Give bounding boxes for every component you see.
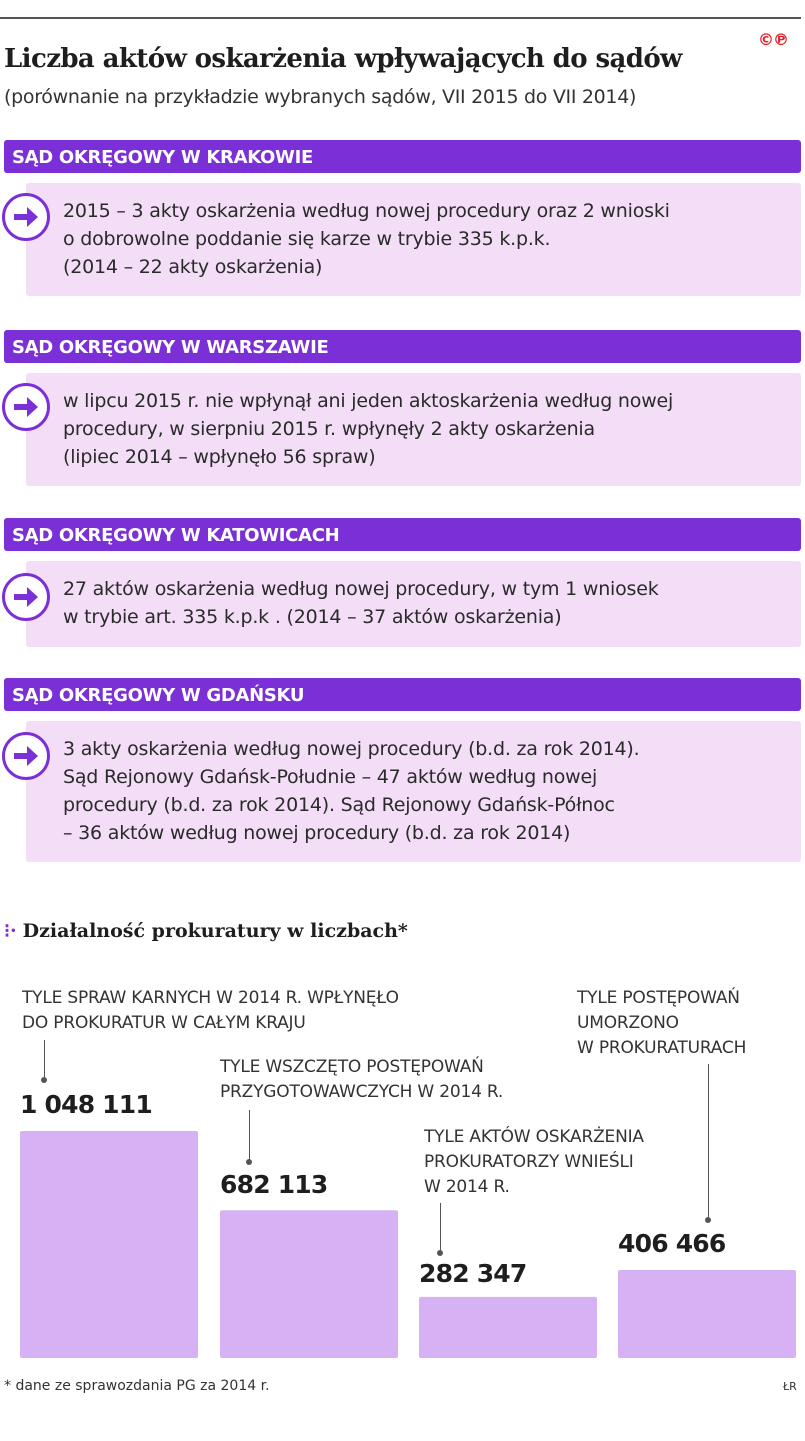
court-line: – 36 aktów według nowej procedury (b.d. za rok 2014) (63, 822, 571, 844)
stat-label-line: TYLE POSTĘPOWAŃ (577, 988, 740, 1008)
court-line: (2014 – 22 akty oskarżenia) (63, 256, 323, 278)
court-line: procedury (b.d. za rok 2014). Sąd Rejonowy Gdańsk-Północ (63, 794, 615, 816)
court-line: w trybie art. 335 k.p.k . (2014 – 37 aktów oskarżenia) (63, 606, 562, 628)
publisher-logo: ©℗ (758, 30, 788, 49)
section-marker-icon: ⁝· (4, 920, 17, 942)
stat-label-line: PRZYGOTOWAWCZYCH W 2014 R. (220, 1082, 504, 1102)
stat-label-line: TYLE WSZCZĘTO POSTĘPOWAŃ (220, 1057, 484, 1077)
court-header-warszawa: SĄD OKRĘGOWY W WARSZAWIE (4, 330, 801, 363)
page-title: Liczba aktów oskarżenia wpływających do sądów (4, 44, 682, 74)
bar-value-label: 1 048 111 (20, 1090, 152, 1119)
court-line: 27 aktów oskarżenia według nowej procedury, w tym 1 wniosek (63, 578, 659, 600)
section-title-text: Działalność prokuratury w liczbach* (22, 920, 408, 942)
bar (20, 1131, 198, 1358)
bar-value-label: 406 466 (618, 1229, 726, 1258)
bar (220, 1210, 398, 1358)
court-header-katowice: SĄD OKRĘGOWY W KATOWICACH (4, 518, 801, 551)
court-line: w lipcu 2015 r. nie wpłynął ani jeden aktoskarżenia według nowej (63, 390, 674, 412)
stat-label-line: TYLE AKTÓW OSKARŻENIA (424, 1127, 644, 1147)
court-line: o dobrowolne poddanie się karze w trybie 335 k.p.k. (63, 228, 551, 250)
stat-label-line: DO PROKURATUR W CAŁYM KRAJU (22, 1013, 306, 1033)
stat-label-line: W PROKURATURACH (577, 1038, 747, 1058)
court-line: procedury, w sierpniu 2015 r. wpłynęły 2 akty oskarżenia (63, 418, 595, 440)
court-header-gdansk: SĄD OKRĘGOWY W GDAŃSKU (4, 678, 801, 711)
court-line: Sąd Rejonowy Gdańsk-Południe – 47 aktów według nowej (63, 766, 598, 788)
court-line: (lipiec 2014 – wpłynęło 56 spraw) (63, 446, 376, 468)
bar-value-label: 682 113 (220, 1170, 328, 1199)
bar (419, 1297, 597, 1358)
bar (618, 1270, 796, 1358)
court-line: 2015 – 3 akty oskarżenia według nowej procedury oraz 2 wnioski (63, 200, 670, 222)
stat-label-line: W 2014 R. (424, 1177, 510, 1197)
stat-label-line: PROKURATORZY WNIEŚLI (424, 1152, 634, 1172)
stat-label-line: TYLE SPRAW KARNYCH W 2014 R. WPŁYNĘŁO (22, 988, 399, 1008)
court-line: 3 akty oskarżenia według nowej procedury (b.d. za rok 2014). (63, 738, 640, 760)
court-header-krakow: SĄD OKRĘGOWY W KRAKOWIE (4, 140, 801, 173)
bar-value-label: 282 347 (419, 1259, 527, 1288)
footnote: * dane ze sprawozdania PG za 2014 r. (4, 1378, 270, 1394)
page-subtitle: (porównanie na przykładzie wybranych sądów, VII 2015 do VII 2014) (4, 86, 637, 108)
stat-label-line: UMORZONO (577, 1013, 679, 1033)
author-credit: ŁR (783, 1380, 797, 1393)
